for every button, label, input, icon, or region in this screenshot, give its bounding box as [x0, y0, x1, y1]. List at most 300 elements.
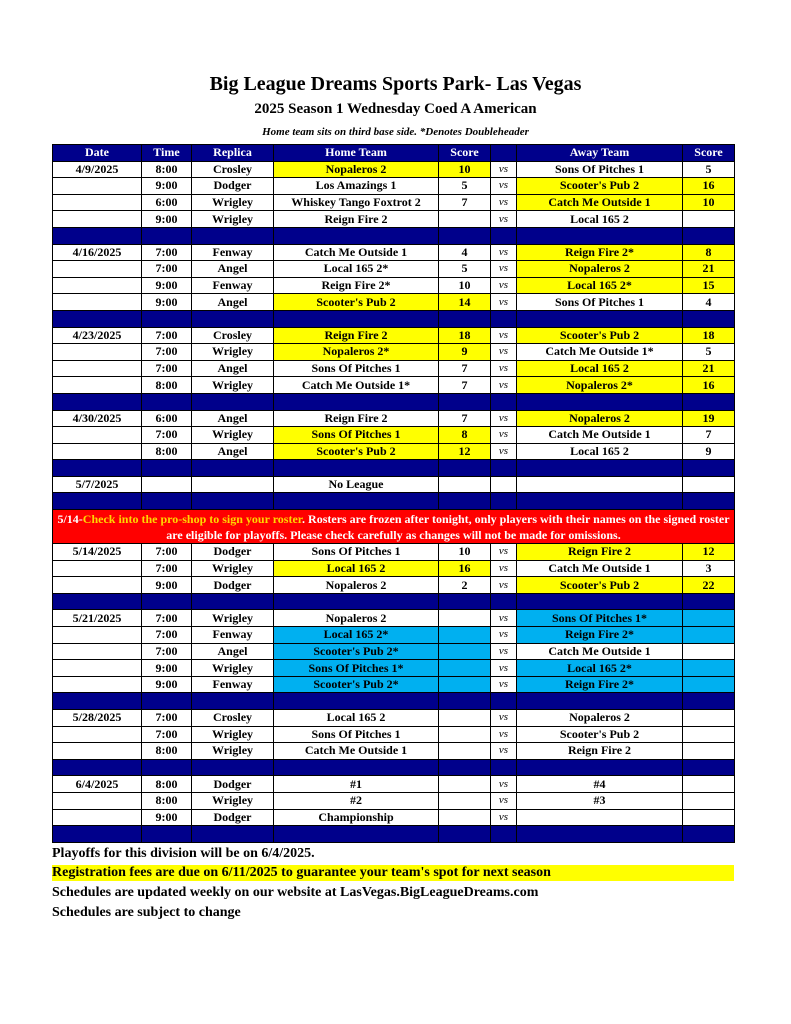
table-row	[53, 211, 735, 228]
replica-cell: Angel	[192, 360, 274, 377]
vs-cell: vs	[491, 577, 517, 594]
home-team-cell: Nopaleros 2*	[274, 344, 439, 361]
replica-cell: Angel	[192, 643, 274, 660]
time-cell: 7:00	[142, 560, 192, 577]
away-score-cell: 21	[683, 261, 735, 278]
away-score-cell	[683, 792, 735, 809]
header-away-score: Score	[683, 145, 735, 162]
table-row	[53, 377, 735, 394]
home-score-cell	[439, 627, 491, 644]
date-cell	[53, 211, 142, 228]
separator-row	[53, 227, 735, 244]
time-cell: 8:00	[142, 792, 192, 809]
replica-cell: Wrigley	[192, 211, 274, 228]
separator-row	[53, 393, 735, 410]
vs-cell: vs	[491, 327, 517, 344]
home-score-cell	[439, 743, 491, 760]
vs-cell: vs	[491, 792, 517, 809]
away-team-cell: Local 165 2	[517, 360, 683, 377]
table-row	[53, 676, 735, 693]
vs-cell: vs	[491, 560, 517, 577]
time-cell: 9:00	[142, 660, 192, 677]
away-score-cell: 18	[683, 327, 735, 344]
time-cell: 6:00	[142, 410, 192, 427]
away-team-cell: Catch Me Outside 1	[517, 643, 683, 660]
home-team-cell: Local 165 2	[274, 560, 439, 577]
separator-cell	[53, 493, 142, 510]
away-team-cell: Reign Fire 2	[517, 743, 683, 760]
separator-cell	[683, 693, 735, 710]
away-score-cell	[683, 809, 735, 826]
header-home-score: Score	[439, 145, 491, 162]
separator-cell	[491, 693, 517, 710]
table-row	[53, 610, 735, 627]
date-cell	[53, 743, 142, 760]
separator-cell	[53, 759, 142, 776]
replica-cell: Fenway	[192, 676, 274, 693]
home-score-cell	[439, 676, 491, 693]
away-score-cell: 4	[683, 294, 735, 311]
home-team-cell: Catch Me Outside 1*	[274, 377, 439, 394]
separator-cell	[517, 493, 683, 510]
away-score-cell	[683, 776, 735, 793]
table-row	[53, 261, 735, 278]
separator-cell	[439, 460, 491, 477]
roster-notice	[53, 510, 735, 544]
away-team-cell: Reign Fire 2	[517, 544, 683, 561]
separator-cell	[491, 826, 517, 843]
time-cell: 7:00	[142, 244, 192, 261]
table-row	[53, 776, 735, 793]
away-team-cell: Catch Me Outside 1	[517, 560, 683, 577]
footer-playoffs: Playoffs for this division will be on 6/4/2025.	[52, 846, 315, 861]
home-team-cell: Reign Fire 2	[274, 211, 439, 228]
footer-subject-to-change: Schedules are subject to change	[52, 905, 241, 920]
home-score-cell	[439, 809, 491, 826]
separator-cell	[439, 759, 491, 776]
table-row	[53, 410, 735, 427]
vs-cell: vs	[491, 710, 517, 727]
away-team-cell: Reign Fire 2*	[517, 627, 683, 644]
vs-cell: vs	[491, 194, 517, 211]
footer-website: Schedules are updated weekly on our website at LasVegas.BigLeagueDreams.com	[52, 885, 539, 900]
replica-cell: Crosley	[192, 161, 274, 178]
separator-cell	[53, 227, 142, 244]
replica-cell: Dodger	[192, 776, 274, 793]
replica-cell: Wrigley	[192, 726, 274, 743]
home-score-cell: 5	[439, 178, 491, 195]
date-cell	[53, 294, 142, 311]
vs-cell	[491, 476, 517, 493]
home-score-cell: 10	[439, 544, 491, 561]
table-row	[53, 743, 735, 760]
away-team-cell: #4	[517, 776, 683, 793]
away-team-cell	[517, 476, 683, 493]
home-team-cell: No League	[274, 476, 439, 493]
home-score-cell	[439, 476, 491, 493]
separator-cell	[53, 826, 142, 843]
schedule-note: Home team sits on third base side. *Denotes Doubleheader	[262, 126, 529, 138]
away-score-cell	[683, 627, 735, 644]
header-vs	[491, 145, 517, 162]
home-team-cell: #1	[274, 776, 439, 793]
time-cell: 8:00	[142, 377, 192, 394]
replica-cell: Wrigley	[192, 377, 274, 394]
separator-cell	[142, 759, 192, 776]
vs-cell: vs	[491, 344, 517, 361]
away-team-cell: Sons Of Pitches 1*	[517, 610, 683, 627]
table-row	[53, 710, 735, 727]
replica-cell: Wrigley	[192, 743, 274, 760]
separator-cell	[517, 693, 683, 710]
away-score-cell: 9	[683, 443, 735, 460]
away-team-cell: #3	[517, 792, 683, 809]
separator-row	[53, 460, 735, 477]
home-score-cell	[439, 643, 491, 660]
time-cell: 7:00	[142, 610, 192, 627]
replica-cell: Wrigley	[192, 610, 274, 627]
home-team-cell: Catch Me Outside 1	[274, 743, 439, 760]
time-cell: 9:00	[142, 178, 192, 195]
date-cell: 4/9/2025	[53, 161, 142, 178]
notice-prefix: 5/14-	[57, 511, 83, 526]
vs-cell: vs	[491, 809, 517, 826]
separator-cell	[439, 693, 491, 710]
footer-registration: Registration fees are due on 6/11/2025 to guarantee your team's spot for next season	[52, 865, 734, 881]
away-team-cell: Sons Of Pitches 1	[517, 294, 683, 311]
time-cell: 9:00	[142, 294, 192, 311]
separator-cell	[192, 460, 274, 477]
separator-cell	[274, 593, 439, 610]
replica-cell: Dodger	[192, 809, 274, 826]
table-row	[53, 327, 735, 344]
home-score-cell: 4	[439, 244, 491, 261]
separator-cell	[192, 759, 274, 776]
separator-row	[53, 693, 735, 710]
date-cell	[53, 809, 142, 826]
separator-cell	[517, 310, 683, 327]
separator-cell	[439, 310, 491, 327]
separator-cell	[274, 693, 439, 710]
time-cell: 7:00	[142, 643, 192, 660]
away-score-cell: 22	[683, 577, 735, 594]
away-score-cell: 8	[683, 244, 735, 261]
vs-cell: vs	[491, 643, 517, 660]
home-score-cell: 7	[439, 377, 491, 394]
replica-cell: Dodger	[192, 544, 274, 561]
time-cell: 9:00	[142, 676, 192, 693]
vs-cell: vs	[491, 427, 517, 444]
table-row	[53, 560, 735, 577]
separator-cell	[491, 393, 517, 410]
replica-cell: Angel	[192, 294, 274, 311]
table-row	[53, 544, 735, 561]
away-team-cell: Local 165 2	[517, 443, 683, 460]
vs-cell: vs	[491, 443, 517, 460]
date-cell: 5/14/2025	[53, 544, 142, 561]
separator-cell	[683, 310, 735, 327]
replica-cell: Fenway	[192, 627, 274, 644]
replica-cell: Dodger	[192, 178, 274, 195]
home-score-cell: 2	[439, 577, 491, 594]
home-team-cell: Local 165 2	[274, 710, 439, 727]
away-score-cell	[683, 476, 735, 493]
away-team-cell: Scooter's Pub 2	[517, 726, 683, 743]
time-cell: 8:00	[142, 743, 192, 760]
separator-cell	[683, 493, 735, 510]
replica-cell: Dodger	[192, 577, 274, 594]
replica-cell: Wrigley	[192, 344, 274, 361]
separator-cell	[274, 460, 439, 477]
home-team-cell: Sons Of Pitches 1	[274, 544, 439, 561]
away-team-cell: Scooter's Pub 2	[517, 577, 683, 594]
vs-cell: vs	[491, 743, 517, 760]
home-team-cell: Los Amazings 1	[274, 178, 439, 195]
vs-cell: vs	[491, 277, 517, 294]
header-date: Date	[53, 145, 142, 162]
separator-cell	[192, 393, 274, 410]
away-score-cell: 16	[683, 377, 735, 394]
table-row	[53, 476, 735, 493]
time-cell: 8:00	[142, 443, 192, 460]
away-team-cell: Sons Of Pitches 1	[517, 161, 683, 178]
time-cell: 7:00	[142, 360, 192, 377]
separator-cell	[517, 593, 683, 610]
separator-cell	[439, 593, 491, 610]
separator-cell	[274, 310, 439, 327]
home-score-cell	[439, 610, 491, 627]
home-team-cell: Championship	[274, 809, 439, 826]
home-score-cell: 5	[439, 261, 491, 278]
home-score-cell	[439, 660, 491, 677]
roster-notice-row	[53, 510, 735, 544]
home-team-cell: Sons Of Pitches 1	[274, 726, 439, 743]
notice-highlight: Check into the pro-shop to sign your roster	[82, 511, 303, 526]
away-score-cell: 19	[683, 410, 735, 427]
home-team-cell: Sons Of Pitches 1	[274, 360, 439, 377]
vs-cell: vs	[491, 776, 517, 793]
separator-cell	[683, 460, 735, 477]
replica-cell: Angel	[192, 410, 274, 427]
time-cell	[142, 476, 192, 493]
page-subtitle: 2025 Season 1 Wednesday Coed A American	[254, 101, 537, 117]
separator-cell	[53, 593, 142, 610]
away-score-cell: 21	[683, 360, 735, 377]
away-score-cell	[683, 726, 735, 743]
separator-cell	[192, 693, 274, 710]
home-score-cell	[439, 211, 491, 228]
table-row	[53, 244, 735, 261]
time-cell: 6:00	[142, 194, 192, 211]
away-score-cell: 15	[683, 277, 735, 294]
home-team-cell: Scooter's Pub 2	[274, 294, 439, 311]
away-team-cell: Nopaleros 2	[517, 261, 683, 278]
home-score-cell	[439, 776, 491, 793]
date-cell	[53, 377, 142, 394]
date-cell	[53, 792, 142, 809]
away-team-cell: Catch Me Outside 1	[517, 194, 683, 211]
vs-cell: vs	[491, 660, 517, 677]
away-score-cell	[683, 211, 735, 228]
time-cell: 7:00	[142, 261, 192, 278]
header-replica: Replica	[192, 145, 274, 162]
table-row	[53, 443, 735, 460]
away-team-cell	[517, 809, 683, 826]
away-team-cell: Scooter's Pub 2	[517, 327, 683, 344]
home-score-cell: 7	[439, 194, 491, 211]
date-cell: 4/16/2025	[53, 244, 142, 261]
vs-cell: vs	[491, 726, 517, 743]
separator-cell	[53, 310, 142, 327]
header-away-team: Away Team	[517, 145, 683, 162]
separator-cell	[274, 493, 439, 510]
table-row	[53, 660, 735, 677]
home-team-cell: Whiskey Tango Foxtrot 2	[274, 194, 439, 211]
date-cell: 4/23/2025	[53, 327, 142, 344]
away-team-cell: Catch Me Outside 1*	[517, 344, 683, 361]
date-cell	[53, 194, 142, 211]
separator-cell	[517, 393, 683, 410]
vs-cell: vs	[491, 294, 517, 311]
separator-row	[53, 759, 735, 776]
table-row	[53, 792, 735, 809]
home-score-cell	[439, 726, 491, 743]
vs-cell: vs	[491, 627, 517, 644]
home-score-cell: 10	[439, 277, 491, 294]
time-cell: 9:00	[142, 211, 192, 228]
separator-cell	[439, 393, 491, 410]
away-score-cell: 5	[683, 161, 735, 178]
table-row	[53, 344, 735, 361]
date-cell	[53, 261, 142, 278]
vs-cell: vs	[491, 544, 517, 561]
date-cell: 4/30/2025	[53, 410, 142, 427]
away-team-cell: Nopaleros 2	[517, 710, 683, 727]
home-team-cell: Local 165 2*	[274, 261, 439, 278]
away-score-cell: 12	[683, 544, 735, 561]
separator-cell	[491, 460, 517, 477]
separator-cell	[491, 759, 517, 776]
replica-cell: Wrigley	[192, 194, 274, 211]
table-row	[53, 627, 735, 644]
vs-cell: vs	[491, 161, 517, 178]
away-score-cell	[683, 643, 735, 660]
home-score-cell: 16	[439, 560, 491, 577]
replica-cell: Fenway	[192, 277, 274, 294]
home-score-cell: 12	[439, 443, 491, 460]
separator-cell	[439, 826, 491, 843]
date-cell	[53, 178, 142, 195]
vs-cell: vs	[491, 244, 517, 261]
separator-cell	[439, 227, 491, 244]
home-team-cell: Scooter's Pub 2*	[274, 676, 439, 693]
date-cell: 6/4/2025	[53, 776, 142, 793]
home-team-cell: Sons Of Pitches 1	[274, 427, 439, 444]
separator-cell	[683, 393, 735, 410]
replica-cell: Crosley	[192, 710, 274, 727]
separator-cell	[142, 493, 192, 510]
replica-cell: Angel	[192, 443, 274, 460]
separator-cell	[274, 759, 439, 776]
date-cell	[53, 427, 142, 444]
vs-cell: vs	[491, 178, 517, 195]
away-score-cell	[683, 660, 735, 677]
separator-cell	[439, 493, 491, 510]
vs-cell: vs	[491, 377, 517, 394]
home-team-cell: #2	[274, 792, 439, 809]
home-team-cell: Reign Fire 2	[274, 410, 439, 427]
header-home-team: Home Team	[274, 145, 439, 162]
separator-cell	[683, 759, 735, 776]
separator-cell	[491, 227, 517, 244]
table-row	[53, 577, 735, 594]
separator-cell	[142, 593, 192, 610]
date-cell	[53, 443, 142, 460]
vs-cell: vs	[491, 360, 517, 377]
home-team-cell: Nopaleros 2	[274, 577, 439, 594]
away-team-cell: Nopaleros 2	[517, 410, 683, 427]
separator-cell	[142, 310, 192, 327]
vs-cell: vs	[491, 676, 517, 693]
replica-cell: Fenway	[192, 244, 274, 261]
home-score-cell: 7	[439, 360, 491, 377]
separator-row	[53, 310, 735, 327]
table-row	[53, 643, 735, 660]
table-row	[53, 427, 735, 444]
time-cell: 7:00	[142, 327, 192, 344]
away-team-cell: Reign Fire 2*	[517, 244, 683, 261]
date-cell	[53, 360, 142, 377]
separator-cell	[517, 460, 683, 477]
header-time: Time	[142, 145, 192, 162]
home-team-cell: Reign Fire 2	[274, 327, 439, 344]
vs-cell: vs	[491, 610, 517, 627]
date-cell	[53, 676, 142, 693]
time-cell: 8:00	[142, 161, 192, 178]
home-score-cell: 8	[439, 427, 491, 444]
separator-cell	[683, 593, 735, 610]
table-row	[53, 161, 735, 178]
vs-cell: vs	[491, 261, 517, 278]
vs-cell: vs	[491, 410, 517, 427]
separator-cell	[491, 593, 517, 610]
table-row	[53, 294, 735, 311]
separator-row	[53, 493, 735, 510]
away-score-cell: 7	[683, 427, 735, 444]
away-score-cell: 3	[683, 560, 735, 577]
separator-cell	[192, 227, 274, 244]
home-team-cell: Reign Fire 2*	[274, 277, 439, 294]
date-cell	[53, 560, 142, 577]
away-score-cell	[683, 743, 735, 760]
replica-cell	[192, 476, 274, 493]
separator-cell	[142, 826, 192, 843]
away-team-cell: Scooter's Pub 2	[517, 178, 683, 195]
separator-cell	[192, 826, 274, 843]
table-row	[53, 277, 735, 294]
separator-cell	[142, 693, 192, 710]
separator-cell	[53, 393, 142, 410]
away-score-cell: 10	[683, 194, 735, 211]
home-team-cell: Nopaleros 2	[274, 610, 439, 627]
away-team-cell: Local 165 2*	[517, 660, 683, 677]
time-cell: 9:00	[142, 577, 192, 594]
separator-cell	[192, 493, 274, 510]
separator-cell	[192, 310, 274, 327]
home-team-cell: Scooter's Pub 2	[274, 443, 439, 460]
separator-cell	[517, 826, 683, 843]
date-cell	[53, 627, 142, 644]
